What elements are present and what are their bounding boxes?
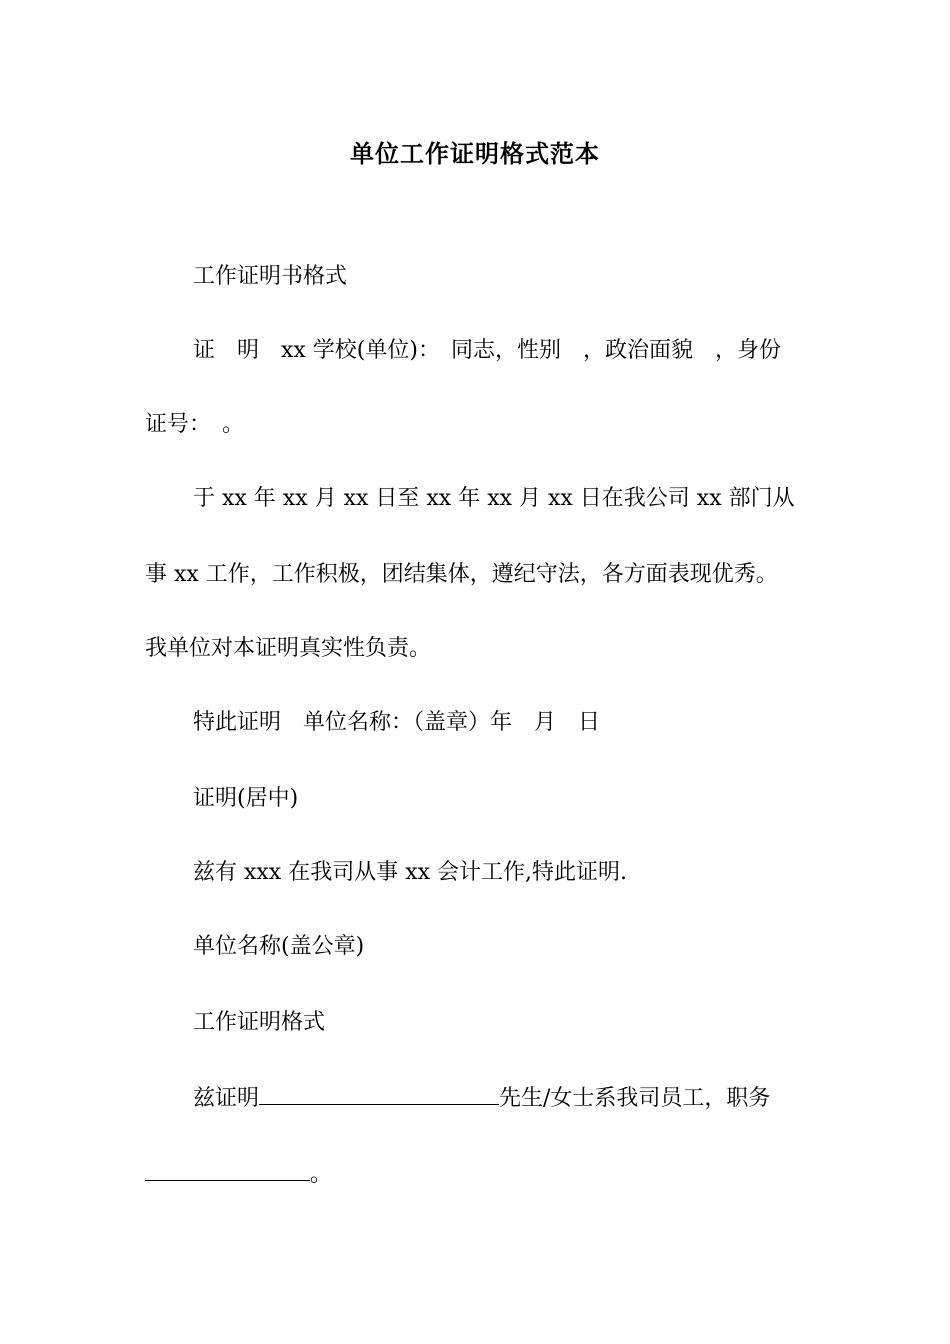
blank-line-1-prefix: 兹证明 — [193, 1086, 260, 1111]
blank-line-1-suffix: 先生/女士系我司员工，职务 — [499, 1086, 771, 1111]
paragraph-employment-line-1: 于 xx 年 xx 月 xx 日至 xx 年 xx 月 xx 日在我公司 xx 部门从 — [193, 486, 795, 511]
paragraph-employment-line-3: 我单位对本证明真实性负责。 — [145, 636, 432, 661]
paragraph-accounting-work: 兹有 xxx 在我司从事 xx 会计工作,特此证明. — [193, 860, 627, 885]
paragraph-blank-line-1 — [193, 1082, 770, 1114]
paragraph-employment-line-2: 事 xx 工作，工作积极，团结集体，遵纪守法，各方面表现优秀。 — [145, 562, 778, 587]
name-blank — [259, 1082, 499, 1105]
paragraph-centered-heading: 证明(居中) — [193, 786, 299, 811]
paragraph-format-heading-2: 工作证明格式 — [193, 1010, 326, 1035]
paragraph-signature: 特此证明 单位名称：（盖章）年 月 日 — [193, 710, 601, 735]
paragraph-certificate-line-2: 证号： 。 — [145, 412, 245, 437]
paragraph-heading-format: 工作证明书格式 — [193, 264, 348, 289]
page-title: 单位工作证明格式范本 — [350, 139, 600, 168]
paragraph-certificate-line-1: 证 明 xx 学校(单位)： 同志，性别 ，政治面貌 ，身份 — [193, 338, 781, 363]
paragraph-blank-line-2 — [145, 1158, 332, 1190]
position-blank — [145, 1158, 310, 1181]
paragraph-unit-seal: 单位名称(盖公章) — [193, 934, 365, 959]
blank-line-2-suffix: 。 — [310, 1162, 333, 1187]
